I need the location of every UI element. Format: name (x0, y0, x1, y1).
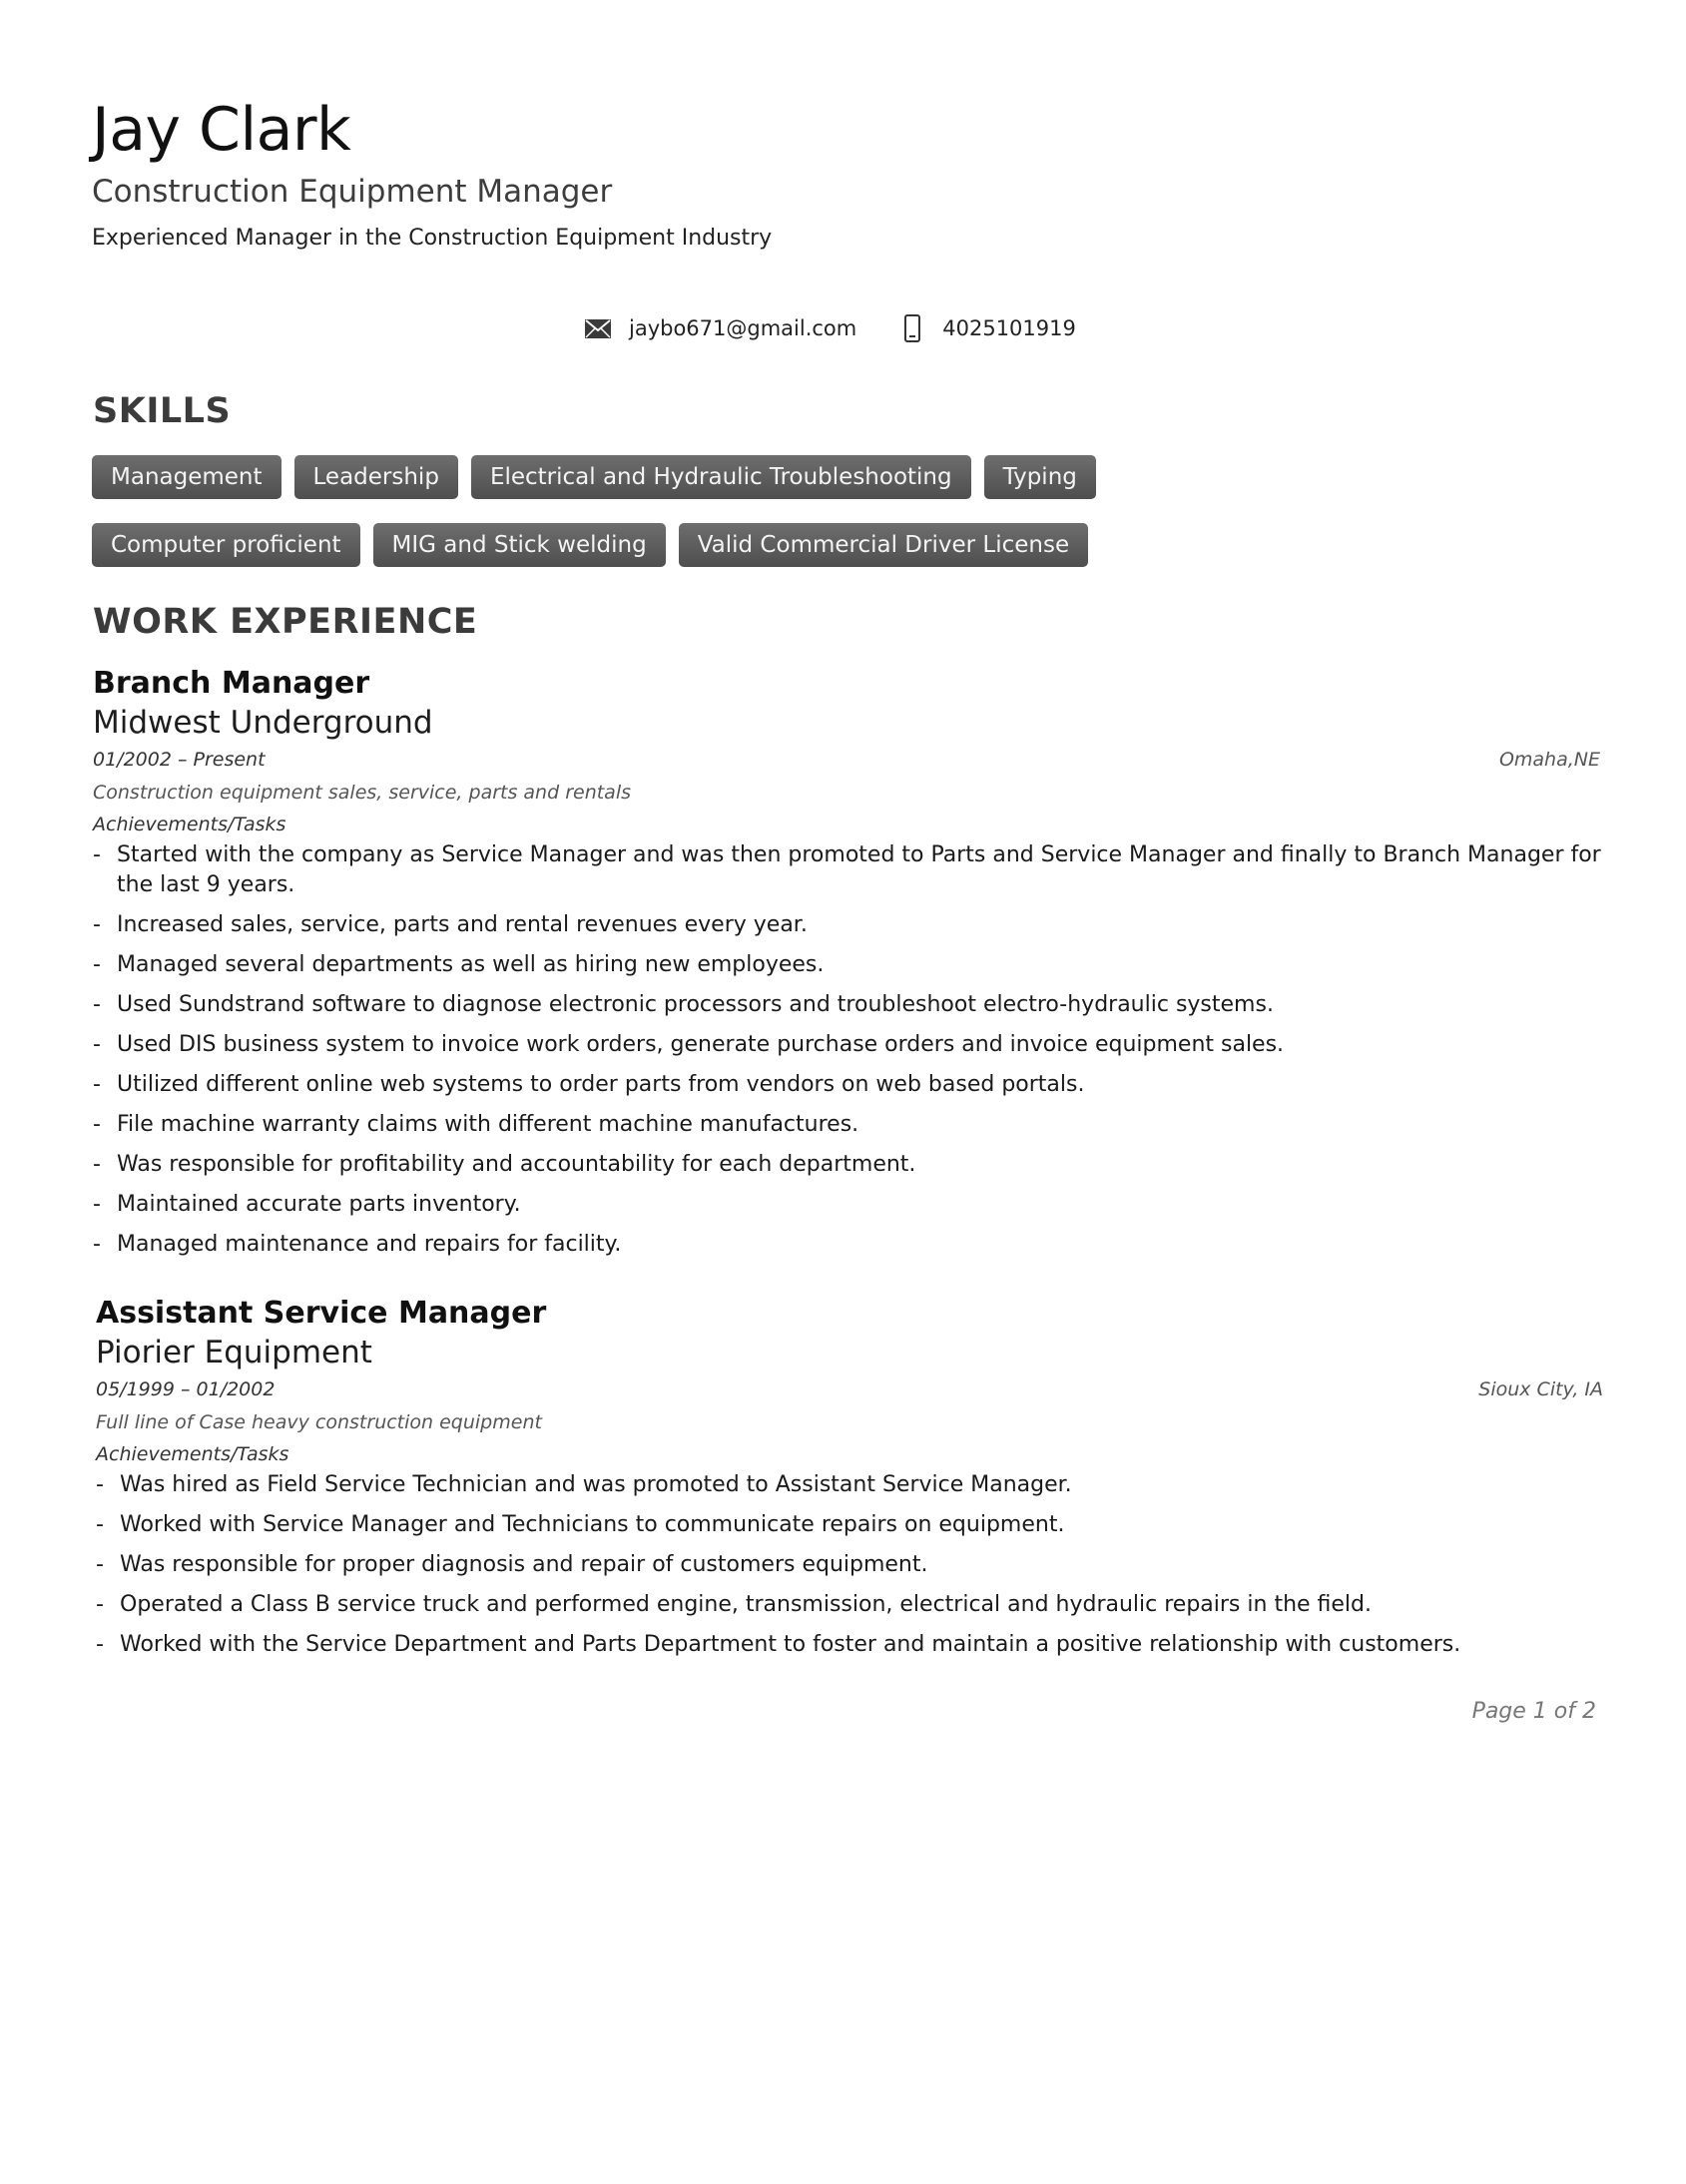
job-meta (96, 1378, 1603, 1408)
job-entry (96, 1295, 1603, 1670)
achievements-list (96, 1470, 1603, 1660)
skill-tag: Valid Commercial Driver License (679, 523, 1088, 567)
skill-tag: Management (92, 455, 281, 499)
list-item: - Used DIS business system to invoice work orders, generate purchase orders and invoice equipment sales. (93, 1030, 1604, 1060)
list-item: - Maintained accurate parts inventory. (93, 1190, 1604, 1220)
mobile-phone-icon (904, 314, 920, 342)
achievements-list (93, 840, 1600, 1260)
work-experience-heading: WORK EXPERIENCE (93, 602, 478, 642)
job-location: Sioux City, IA (1478, 1378, 1603, 1400)
list-item: - File machine warranty claims with different machine manufactures. (93, 1110, 1604, 1140)
list-item: - Utilized different online web systems to order parts from vendors on web based portals. (93, 1070, 1604, 1100)
job-entry (93, 665, 1600, 1270)
list-item: - Was responsible for profitability and accountability for each department. (93, 1150, 1604, 1180)
achievements-label: Achievements/Tasks (93, 814, 286, 835)
list-item: - Started with the company as Service Manager and was then promoted to Parts and Service Manager and finally to Branch Manager for the last 9 years. (93, 840, 1604, 900)
job-company: Piorier Equipment (96, 1335, 372, 1370)
list-item: - Managed several departments as well as hiring new employees. (93, 950, 1604, 980)
list-item: - Worked with the Service Department and Parts Department to foster and maintain a positive relationship with customers. (96, 1630, 1607, 1660)
skills-list (92, 455, 1390, 591)
phone-number[interactable]: 4025101919 (942, 316, 1076, 340)
page-number: Page 1 of 2 (1471, 1699, 1596, 1724)
skill-tag: Electrical and Hydraulic Troubleshooting (471, 455, 971, 499)
list-item: - Managed maintenance and repairs for facility. (93, 1230, 1604, 1260)
resume-header (92, 92, 1589, 254)
list-item: - Was hired as Field Service Technician and was promoted to Assistant Service Manager. (96, 1470, 1607, 1500)
contact-info (585, 314, 1124, 342)
list-item: - Worked with Service Manager and Technicians to communicate repairs on equipment. (96, 1510, 1607, 1540)
list-item: - Operated a Class B service truck and performed engine, transmission, electrical and hydraulic repairs in the field. (96, 1590, 1607, 1620)
skill-tag: Computer proficient (92, 523, 360, 567)
list-item: - Increased sales, service, parts and rental revenues every year. (93, 910, 1604, 940)
skill-tag: MIG and Stick welding (373, 523, 666, 567)
achievements-label: Achievements/Tasks (96, 1443, 289, 1465)
skill-tag: Leadership (294, 455, 458, 499)
job-location: Omaha,NE (1498, 749, 1600, 771)
job-dates: 01/2002 – Present (93, 749, 266, 771)
job-role: Branch Manager (93, 666, 370, 701)
list-item: - Used Sundstrand software to diagnose electronic processors and troubleshoot electro-hydraulic systems. (93, 990, 1604, 1020)
list-item: - Was responsible for proper diagnosis and repair of customers equipment. (96, 1550, 1607, 1580)
job-description: Construction equipment sales, service, parts and rentals (93, 782, 632, 804)
job-dates: 05/1999 – 01/2002 (96, 1378, 276, 1400)
phone-contact (904, 314, 1076, 342)
job-role: Assistant Service Manager (96, 1296, 547, 1331)
skill-tag: Typing (984, 455, 1096, 499)
job-company: Midwest Underground (93, 705, 433, 741)
envelope-icon (585, 319, 611, 338)
job-meta (93, 749, 1600, 779)
candidate-summary: Experienced Manager in the Construction Equipment Industry (92, 226, 773, 251)
job-description: Full line of Case heavy construction equipment (96, 1411, 542, 1433)
email-contact (585, 316, 856, 340)
email-address[interactable]: jaybo671@gmail.com (629, 316, 857, 340)
candidate-title: Construction Equipment Manager (92, 174, 613, 210)
skills-heading: SKILLS (93, 391, 232, 431)
candidate-name: Jay Clark (92, 95, 351, 165)
